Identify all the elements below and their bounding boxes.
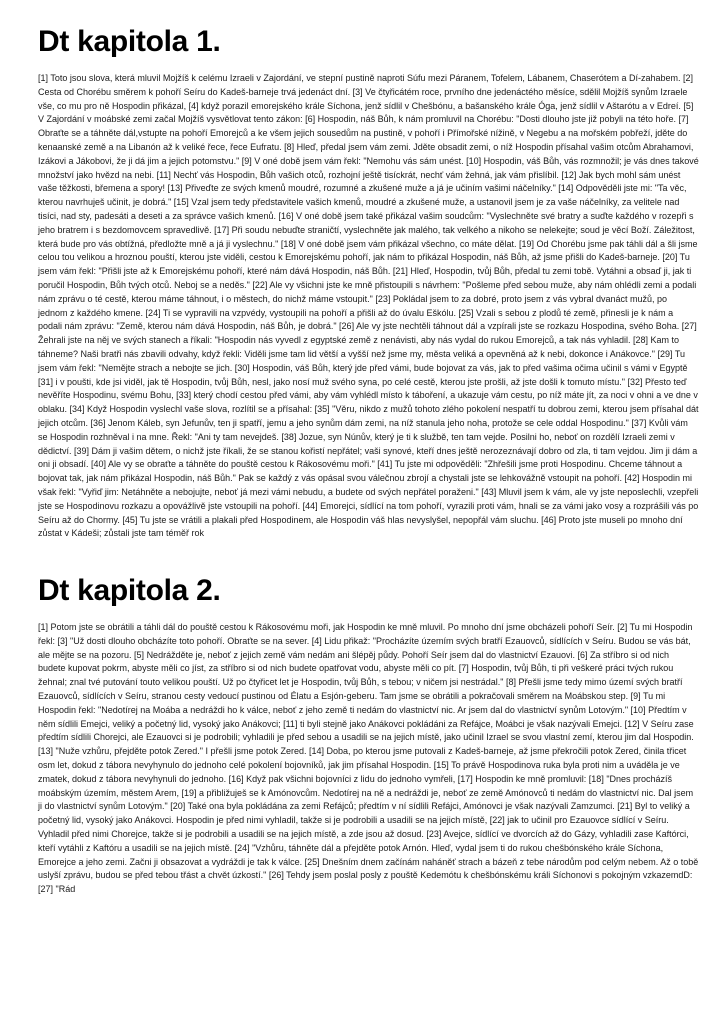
- chapter-2-title: Dt kapitola 2.: [38, 574, 221, 608]
- chapter-1: [38, 24, 699, 541]
- chapter-2: [38, 573, 699, 897]
- chapter-2-body: [1] Potom jste se obrátili a táhli dál do pouště cestou k Rákosovému moři, jak Hospodin ke mně mluvil. Po mnoho dní jsme obcházeli pohoří Seír. [2] Tu mi Hospodin řekl: [3] "Už dosti dlouho obcházíte toto pohoří. Obraťte se na sever. [4] Lidu přikaž: "Procházíte územím svých bratří Ezauovců, sídlících v Seíru. Budou se vás bát, ale mějte se na pozoru. [5] Nedrážděte je, neboť z jejich země vám nedám ani šlépěj půdy. Pohoří Seír jsem dal do vlastnictví Ezauovi. [6] Za stříbro si od nich budete kupovat pokrm, abyste měli co jíst, za stříbro si od nich budete opatřovat vodu, abyste měli co pít. [7] Hospodin, tvůj Bůh, ti při veškeré práci tvých rukou žehnal; znal tvé putování touto velikou pouští. Už po čtyřicet let je Hospodin, tvůj Bůh, s tebou; v ničem jsi nestrádal." [8] Přešli jsme tedy mimo území svých bratří Ezauovců, sídlících v Seíru, stranou cesty vedoucí pustinou od Élatu a Esjón-geberu. Tam jsme se obrátili a pokračovali směrem na Moábskou step. [9] Tu mi Hospodin řekl: "Nedotírej na Moába a nedráždi ho k válce, neboť z jeho země ti nedám do vlastnictví nic. Ar jsem dal do vlastnictví synům Lotovým." [10] Předtím v něm sídlili Emejci, veliký a početný lid, vysoký jako Anákovci; [11] ti byli stejně jako Anákovci pokládáni za Refájce, Moábci je však nazývali Emejci. [12] V Seíru zase předtím sídlili Chorejci, ale Ezauovci si je podrobili; vyhladili je před sebou a usadili se na jejich místě, jako učinil Izrael se svou vlastní zemí, kterou jim dal Hospodin. [13] "Nuže vzhůru, přejděte potok Zered." I přešli jsme potok Zered. [14] Doba, po kterou jsme putovali z Kadeš-barneje, až jsme překročili potok Zered, činila třicet osm let, dokud z tábora nevyhynulo do jednoho celé pokolení bojovníků, jak jim přísahal Hospodin. [15] To právě Hospodinova ruka byla proti nim a uváděla je ve zmatek, dokud z tábora nevyhynuli do jednoho. [16] Když pak všichni bojovníci z lidu do jednoho vymřeli, [17] Hospodin ke mně promluvil: [18] "Dnes procházíš moábským územím, městem Arem, [19] a přibližuješ se k Amónovcům. Nedotírej na ně a nedráždi je, neboť ze země Amónovců ti nedám do vlastnictví nic. Dal jsem ji do vlastnictví synům Lotovým." [20] Také ona byla pokládána za zemi Refájců; předtím v ní sídlili Refájci, Amónovci je však nazývali Zamzumci. [21] Byl to veliký a početný lid, vysoký jako Anákovci. Hospodin je před nimi vyhladil, takže si je podrobili a usadili se na jejich místě, [22] jak to učinil pro Ezauovce sídlící v Seíru. Vyhladil před nimi Chorejce, takže si je podrobili a usadili se na jejich místě, a zde jsou až dosud. [23] Avejce, sídlící ve dvorcích až do Gázy, vyhladili zase Kaftórci, kteří vytáhli z Kaftóru a usadili se na jejich místě. [24] "Vzhůru, táhněte dál a přejděte potok Arnón. Hleď, vydal jsem ti do rukou chešbónského krále Síchona, Emorejce a jeho zemi. Začni ji obsazovat a vydráždi je tak k válce. [25] Dnešním dnem začínám naháněť strach a bázeň z tebe národům pod celým nebem. Až o tobě uslyší zprávu, budou se před tebou třást a chvět úzkostí." [26] Tehdy jsem poslal posly z pouště Kedemótu k chešbónskému králi Síchonovi s pokojným vzkazemdD: [27] "Rád: [38, 622, 699, 895]
- chapter-1-body: [1] Toto jsou slova, která mluvil Mojžíš k celému Izraeli v Zajordání, ve stepní pustině naproti Súfu mezi Páranem, Tofelem, Lábanem, Chaserótem a Dí-zahabem. [2] Cesta od Chorébu směrem k pohoří Seíru do Kadeš-barneje trvá jedenáct dní. [3] Ve čtyřicátém roce, prvního dne jedenáctého měsíce, sdělil Mojžíš synům Izraele vše, co mu pro ně Hospodin přikázal, [4] když porazil emorejského krále Síchona, jenž sídlil v Chešbónu, a bašanského krále Óga, jenž sídlil v Aštarótu a v Edreí. [5] V Zajordání v moábské zemi začal Mojžíš vysvětlovat tento zákon: [6] Hospodin, náš Bůh, k nám promluvil na Chorébu: "Dosti dlouho jste již pobyli na této hoře. [7] Obraťte se a táhněte dál,vstupte na pohoří Emorejců a ke všem jejich sousedům na pustině, v pohoří i Přímořské nížině, v Negebu a na mořském pobřeží, jděte do kenaanské země a na Libanón až k veliké řece, řece Eufratu. [8] Hleď, předal jsem vám zemi. Jděte obsadit zemi, o níž Hospodin přísahal vašim otcům Abrahamovi, Izákovi a Jákobovi, že ji dá jim a jejich potomstvu." [9] V oné době jsem vám řekl: "Nemohu vás sám unést. [10] Hospodin, váš Bůh, vás rozmnožil; je vás dnes takové množství jako hvězd na nebi. [11] Nechť vás Hospodin, Bůh vašich otců, rozhojní ještě tisíckrát, nechť vám žehná, jak vám přislíbil. [12] Jak bych mohl sám unést vaše těžkosti, břemena a spory! [13] Přiveďte ze svých kmenů moudré, rozumné a zkušené muže a já je učiním vašimi náčelníky." [14] Odpověděli jste mi: "Ta věc, kterou navrhuješ učinit, je dobrá." [15] Vzal jsem tedy představitele vašich kmenů, moudré a zkušené muže, a ustanovil jsem je za vaše náčelníky, za velitele nad tisíci, nad sty, padesáti a deseti a za správce vašich kmenů. [16] V oné době jsem také přikázal vašim soudcům: "Vyslechněte své bratry a suďte každého v rozepři s jeho bratrem i s bezdomovcem spravedlivě. [17] Při soudu nebuďte straničtí, vyslechněte jak malého, tak velkého a nikoho se nelekejte; soud je věcí Boží. Záležitost, která bude pro vás obtížná, předložte mně a já ji vyslechnu." [18] V oné době jsem vám přikázal všechno, co máte dělat. [19] Od Chorébu jsme pak táhli dál a šli jsme celou tou velikou a hroznou pouští, kterou jste viděli, cestou k Emorejskému pohoří, jak nám to přikázal Hospodin, náš Bůh, až jsme přišli do Kadeš-barneje. [20] Tu jsem vám řekl: "Přišli jste až k Emorejskému pohoří, které nám dává Hospodin, náš Bůh. [21] Hleď, Hospodin, tvůj Bůh, předal tu zemi tobě. Vytáhni a obsaď ji, jak ti poručil Hospodin, Bůh tvých otců. Neboj se a neděs." [22] Ale vy všichni jste ke mně přistoupili s návrhem: "Pošleme před sebou muže, aby nám ohlédli zemi a podali nám zprávu o té cestě, kterou máme táhnout, i o městech, do nichž máme vstoupit." [23] Pokládal jsem to za dobré, proto jsem z vás vybral dvanáct mužů, po jednom z každého kmene. [24] Ti se vypravili na vzpvédy, vystoupili na pohoří a přišli až do úvalu Eškólu. [25] Vzali s sebou z plodů té země, přinesli je k nám a podali nám zprávu: "Země, kterou nám dává Hospodin, náš Bůh, je dobrá." [26] Ale vy jste nechtěli táhnout dál a vzpírali jste se rozkazu Hospodina, svého Boha. [27] Žehrali jste na něj ve svých stanech a říkali: "Hospodin nás vyvedl z egyptské země z nenávisti, aby nás vydal do rukou Emorejců, a tak nás vyhladil. [28] Kam to táhneme? Naši bratři nás zbavili odvahy, když řekli: Viděli jsme tam lid větší a vyšší než jsme my, města veliká a opevněná až k nebi, dokonce i Anákovce." [29] Tu jsem vám řekl: "Nemějte strach a nebojte se jich. [30] Hospodin, váš Bůh, který jde před vámi, bude bojovat za vás, jak to před vašima očima učinil s vámi v Egyptě [31] i v poušti, kde jsi viděl, jak tě Hospodin, tvůj Bůh, nesl, jako nosí muž svého syna, po celé cestě, kterou jste prošli, až jste došli k tomuto místu." [32] Přesto teď nevěříte Hospodinu, svému Bohu, [33] který chodí cestou před vámi, aby vám vyhlédl místo k táboření, a ukazuje vám cestu, po níž máte jít, za noci v ohni a ve dne v oblaku. [34] Když Hospodin vyslechl vaše slova, rozlítil se a přísahal: [35] "Věru, nikdo z mužů tohoto zlého pokolení nespatří tu dobrou zemi, kterou jsem přísahal dát jejich otcům. [36] Jenom Káleb, syn Jefunův, ten ji spatří, jemu a jeho synům dám zemi, na níž stanula jeho noha, protože se cele oddal Hospodinu." [37] Kvůli vám se Hospodin rozhněval i na mne. Řekl: "Ani ty tam nevejdeš. [38] Jozue, syn Núnův, který je ti k službě, ten tam vejde. Posilni ho, neboť on rozdělí Izraeli zemi v dědictví. [39] Dám ji vašim dětem, o nichž jste říkali, že se stanou kořistí nepřátel; vaši synové, kteří dnes ještě nerozeznávají dobro od zla, ti tam vejdou. Jim ji dám a oni ji obsadí. [40] Ale vy se obraťte a táhněte do pouště cestou k Rákosovému moři." [41] Tu jste mi odpověděli: "Zhřešili jsme proti Hospodinu. Chceme táhnout a bojovat tak, jak nám přikázal Hospodin, náš Bůh." Pak se každý z vás opásal svou válečnou zbrojí a chystali jste se lehkovážně vstoupit na pohoří. [42] Hospodin mi však řekl: "Vyřiď jim: Netáhněte a nebojujte, neboť já mezi vámi nebudu, a budete od svých nepřátel poraženi." [43] Mluvil jsem k vám, ale vy jste neposlechli, vzepřeli jste se Hospodinovu rozkazu a opovážlivě jste vstoupili na pohoří. [44] Emorejci, sídlící na tom pohoří, vyrazili proti vám, hnali se za vámi jako vosy a rozprášili vás po Seíru až do Chormy. [45] Tu jste se vrátili a plakali před Hospodinem, ale Hospodin váš hlas nevyslyšel, nepopřál vám sluchu. [46] Proto jste museli po mnoho dní zůstat v Kádeši; zůstali jste tam téměř rok: [38, 73, 699, 539]
- chapter-1-title: Dt kapitola 1.: [38, 25, 221, 58]
